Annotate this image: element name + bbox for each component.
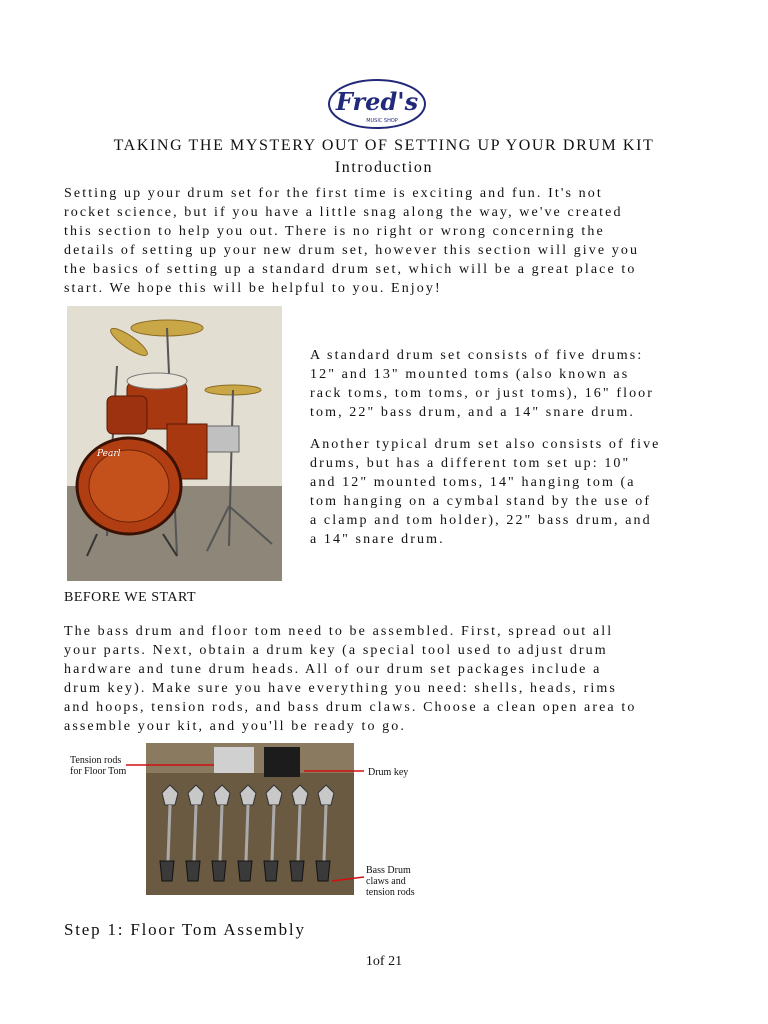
drum-set-photo <box>67 306 282 581</box>
bass-drum-brand: Pearl <box>97 449 121 459</box>
before-we-start-paragraph: The bass drum and floor tom need to be assembled. First, spread out all your parts. Next, obtain a drum key (a special tool used to adjust drum hardware and tune drum heads. All of our drum set packages include a drum key). Make sure you have everything you need: shells, heads, rims and hoops, tension rods, and bass drum claws. Choose a clean open area to assemble your kit, and you'll be ready to go. <box>64 624 637 734</box>
logo-text: Fred's <box>335 87 419 116</box>
typical-drum-set-paragraph: Another typical drum set also consists of five drums, but has a different tom set up: 10" and 12" mounted toms, 14" hanging tom (a tom hanging on a cymbal stand by the use of a clamp and tom holder), 22" bass drum, and a 14" snare drum. <box>310 437 661 547</box>
bass-drum-claws-label: Bass Drum claws and tension rods <box>366 865 415 898</box>
tension-rods-label: Tension rods for Floor Tom <box>70 755 127 777</box>
drum-key-label: Drum key <box>368 767 409 778</box>
page-title: TAKING THE MYSTERY OUT OF SETTING UP YOUR DRUM KIT <box>113 137 655 154</box>
step-1-heading: Step 1: Floor Tom Assembly <box>64 920 306 939</box>
page-number: 1of 21 <box>365 954 403 969</box>
standard-drum-set-paragraph: A standard drum set consists of five drums: 12" and 13" mounted toms (also known as rack toms, tom toms, or just toms), 16" floor tom, 22" bass drum, and a 14" snare drum. <box>310 348 655 420</box>
drum-parts-photo <box>64 743 434 905</box>
intro-paragraph: Setting up your drum set for the first time is exciting and fun. It's not rocket science, but if you have a little snag along the way, we've created this section to help you out. There is no right or wrong concerning the details of setting up your new drum set, however this section will give you the basics of setting up a standard drum set, which will be a great place to start. We hope this will be helpful to you. Enjoy! <box>64 186 640 296</box>
freds-logo <box>326 78 428 130</box>
logo-subtext: MUSIC SHOP <box>366 118 398 124</box>
section-introduction-heading: Introduction <box>334 159 434 176</box>
before-we-start-heading: BEFORE WE START <box>64 590 197 605</box>
